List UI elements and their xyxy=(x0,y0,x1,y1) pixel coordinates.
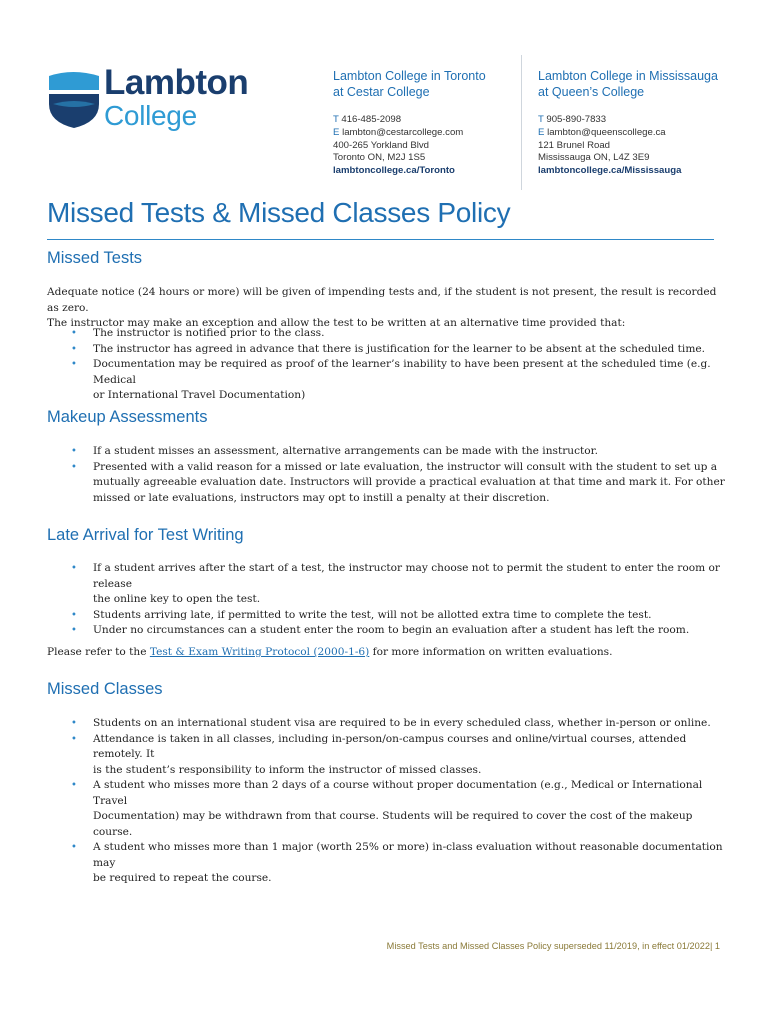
contact-mississauga-address-2: Mississauga ON, L4Z 3E9 xyxy=(538,152,650,164)
contact-mississauga-title: Lambton College in Mississauga at Queen’s College xyxy=(538,69,718,99)
list-item: • The instructor is notified prior to the class. xyxy=(47,326,727,342)
protocol-link[interactable]: Test & Exam Writing Protocol (2000-1-6) xyxy=(149,646,370,658)
bullet-dot-icon: • xyxy=(71,343,77,355)
list-item: • If a student misses an assessment, alternative arrangements can be made with the instructor. xyxy=(47,444,727,460)
heading-late-arrival: Late Arrival for Test Writing xyxy=(47,526,244,544)
lambton-shield-icon xyxy=(47,70,101,132)
logo-word-college: College xyxy=(104,100,197,131)
page-footer: Missed Tests and Missed Classes Policy superseded 11/2019, in effect 01/2022| 1 xyxy=(386,941,720,951)
list-item: • Documentation may be required as proof of the learner’s inability to have been present at the scheduled time (e.g. Medical or International Travel Documentation) xyxy=(71,358,711,401)
bullet-dot-icon: • xyxy=(71,733,77,745)
contact-toronto-address-1: 400-265 Yorkland Blvd xyxy=(333,139,430,151)
heading-missed-tests: Missed Tests xyxy=(47,249,143,267)
bullet-dot-icon: • xyxy=(71,446,77,457)
lambton-logo xyxy=(47,63,249,132)
contact-toronto-email[interactable]: E lambton@cestarcollege.com xyxy=(333,126,464,138)
list-item: • Attendance is taken in all classes, including in-person/on-campus courses and online/virtual courses, attended remotely. It is the student’s responsibility to inform the instructor of missed classes. xyxy=(71,732,687,776)
list-item: • Students arriving late, if permitted to write the test, will not be allotted extra time to complete the test. xyxy=(47,608,727,624)
late-arrival-list xyxy=(47,561,727,639)
list-item: • A student who misses more than 2 days of a course without proper documentation (e.g., Medical or International Travel Documentation) may be withdrawn from that course. Students will be required to cover the cost of the makeup course. xyxy=(71,779,703,838)
bullet-dot-icon: • xyxy=(71,609,77,621)
bullet-dot-icon: • xyxy=(71,718,77,729)
list-item: • The instructor has agreed in advance that there is justification for the learner to be absent at the scheduled time. xyxy=(47,342,727,358)
makeup-list xyxy=(47,444,727,506)
list-item: • If a student arrives after the start of a test, the instructor may choose not to permit the student to enter the room or release the online key to open the test. xyxy=(71,562,720,605)
bullet-dot-icon: • xyxy=(71,328,77,339)
bullet-dot-icon: • xyxy=(71,461,77,473)
contact-mississauga-phone: T 905-890-7833 xyxy=(538,114,607,125)
bullet-dot-icon: • xyxy=(71,780,77,791)
list-item: • Students on an international student visa are required to be in every scheduled class, whether in-person or online. xyxy=(47,716,727,732)
contact-toronto-website-link[interactable]: lambtoncollege.ca/Toronto xyxy=(333,165,455,177)
bullet-dot-icon: • xyxy=(71,625,77,636)
contact-mississauga xyxy=(538,68,738,178)
logo-word-lambton: Lambton xyxy=(104,63,249,102)
protocol-reference: Please refer to the Test & Exam Writing Protocol (2000-1-6) for more information on written evaluations. xyxy=(47,646,613,658)
contact-toronto-title: Lambton College in Toronto at Cestar College xyxy=(333,69,486,99)
list-item: • A student who misses more than 1 major (worth 25% or more) in-class evaluation without reasonable documentation may be required to repeat the course. xyxy=(71,841,723,884)
missed-tests-list xyxy=(47,326,727,404)
heading-missed-classes: Missed Classes xyxy=(47,680,163,698)
contact-mississauga-email[interactable]: E lambton@queenscollege.ca xyxy=(538,126,666,138)
contact-toronto-phone: T 416-485-2098 xyxy=(333,114,402,125)
contact-mississauga-website-link[interactable]: lambtoncollege.ca/Mississauga xyxy=(538,165,682,177)
heading-makeup-assessments: Makeup Assessments xyxy=(47,408,208,426)
page-title: Missed Tests & Missed Classes Policy xyxy=(47,197,511,228)
bullet-dot-icon: • xyxy=(71,359,77,370)
bullet-dot-icon: • xyxy=(71,563,77,574)
missed-classes-list xyxy=(47,716,727,887)
title-rule xyxy=(47,239,714,240)
bullet-dot-icon: • xyxy=(71,842,77,853)
missed-tests-intro: Adequate notice (24 hours or more) will be given of impending tests and, if the student is not present, the result is recorded as zero. The instructor may make an exception and allow the test to be written at an alternative time provided that: xyxy=(47,286,717,329)
header-divider xyxy=(521,55,522,190)
list-item: • Under no circumstances can a student enter the room to begin an evaluation after a student has left the room. xyxy=(47,623,727,639)
contact-toronto-address-2: Toronto ON, M2J 1S5 xyxy=(333,152,426,164)
list-item: • Presented with a valid reason for a missed or late evaluation, the instructor will consult with the student to set up a mutually agreeable evaluation date. Instructors will provide a practical evaluation at that time and mark it. For other missed or late evaluations, instructors may opt to instill a penalty at their discretion. xyxy=(71,460,725,504)
contact-toronto xyxy=(333,68,533,178)
contact-mississauga-address-1: 121 Brunel Road xyxy=(538,139,611,151)
